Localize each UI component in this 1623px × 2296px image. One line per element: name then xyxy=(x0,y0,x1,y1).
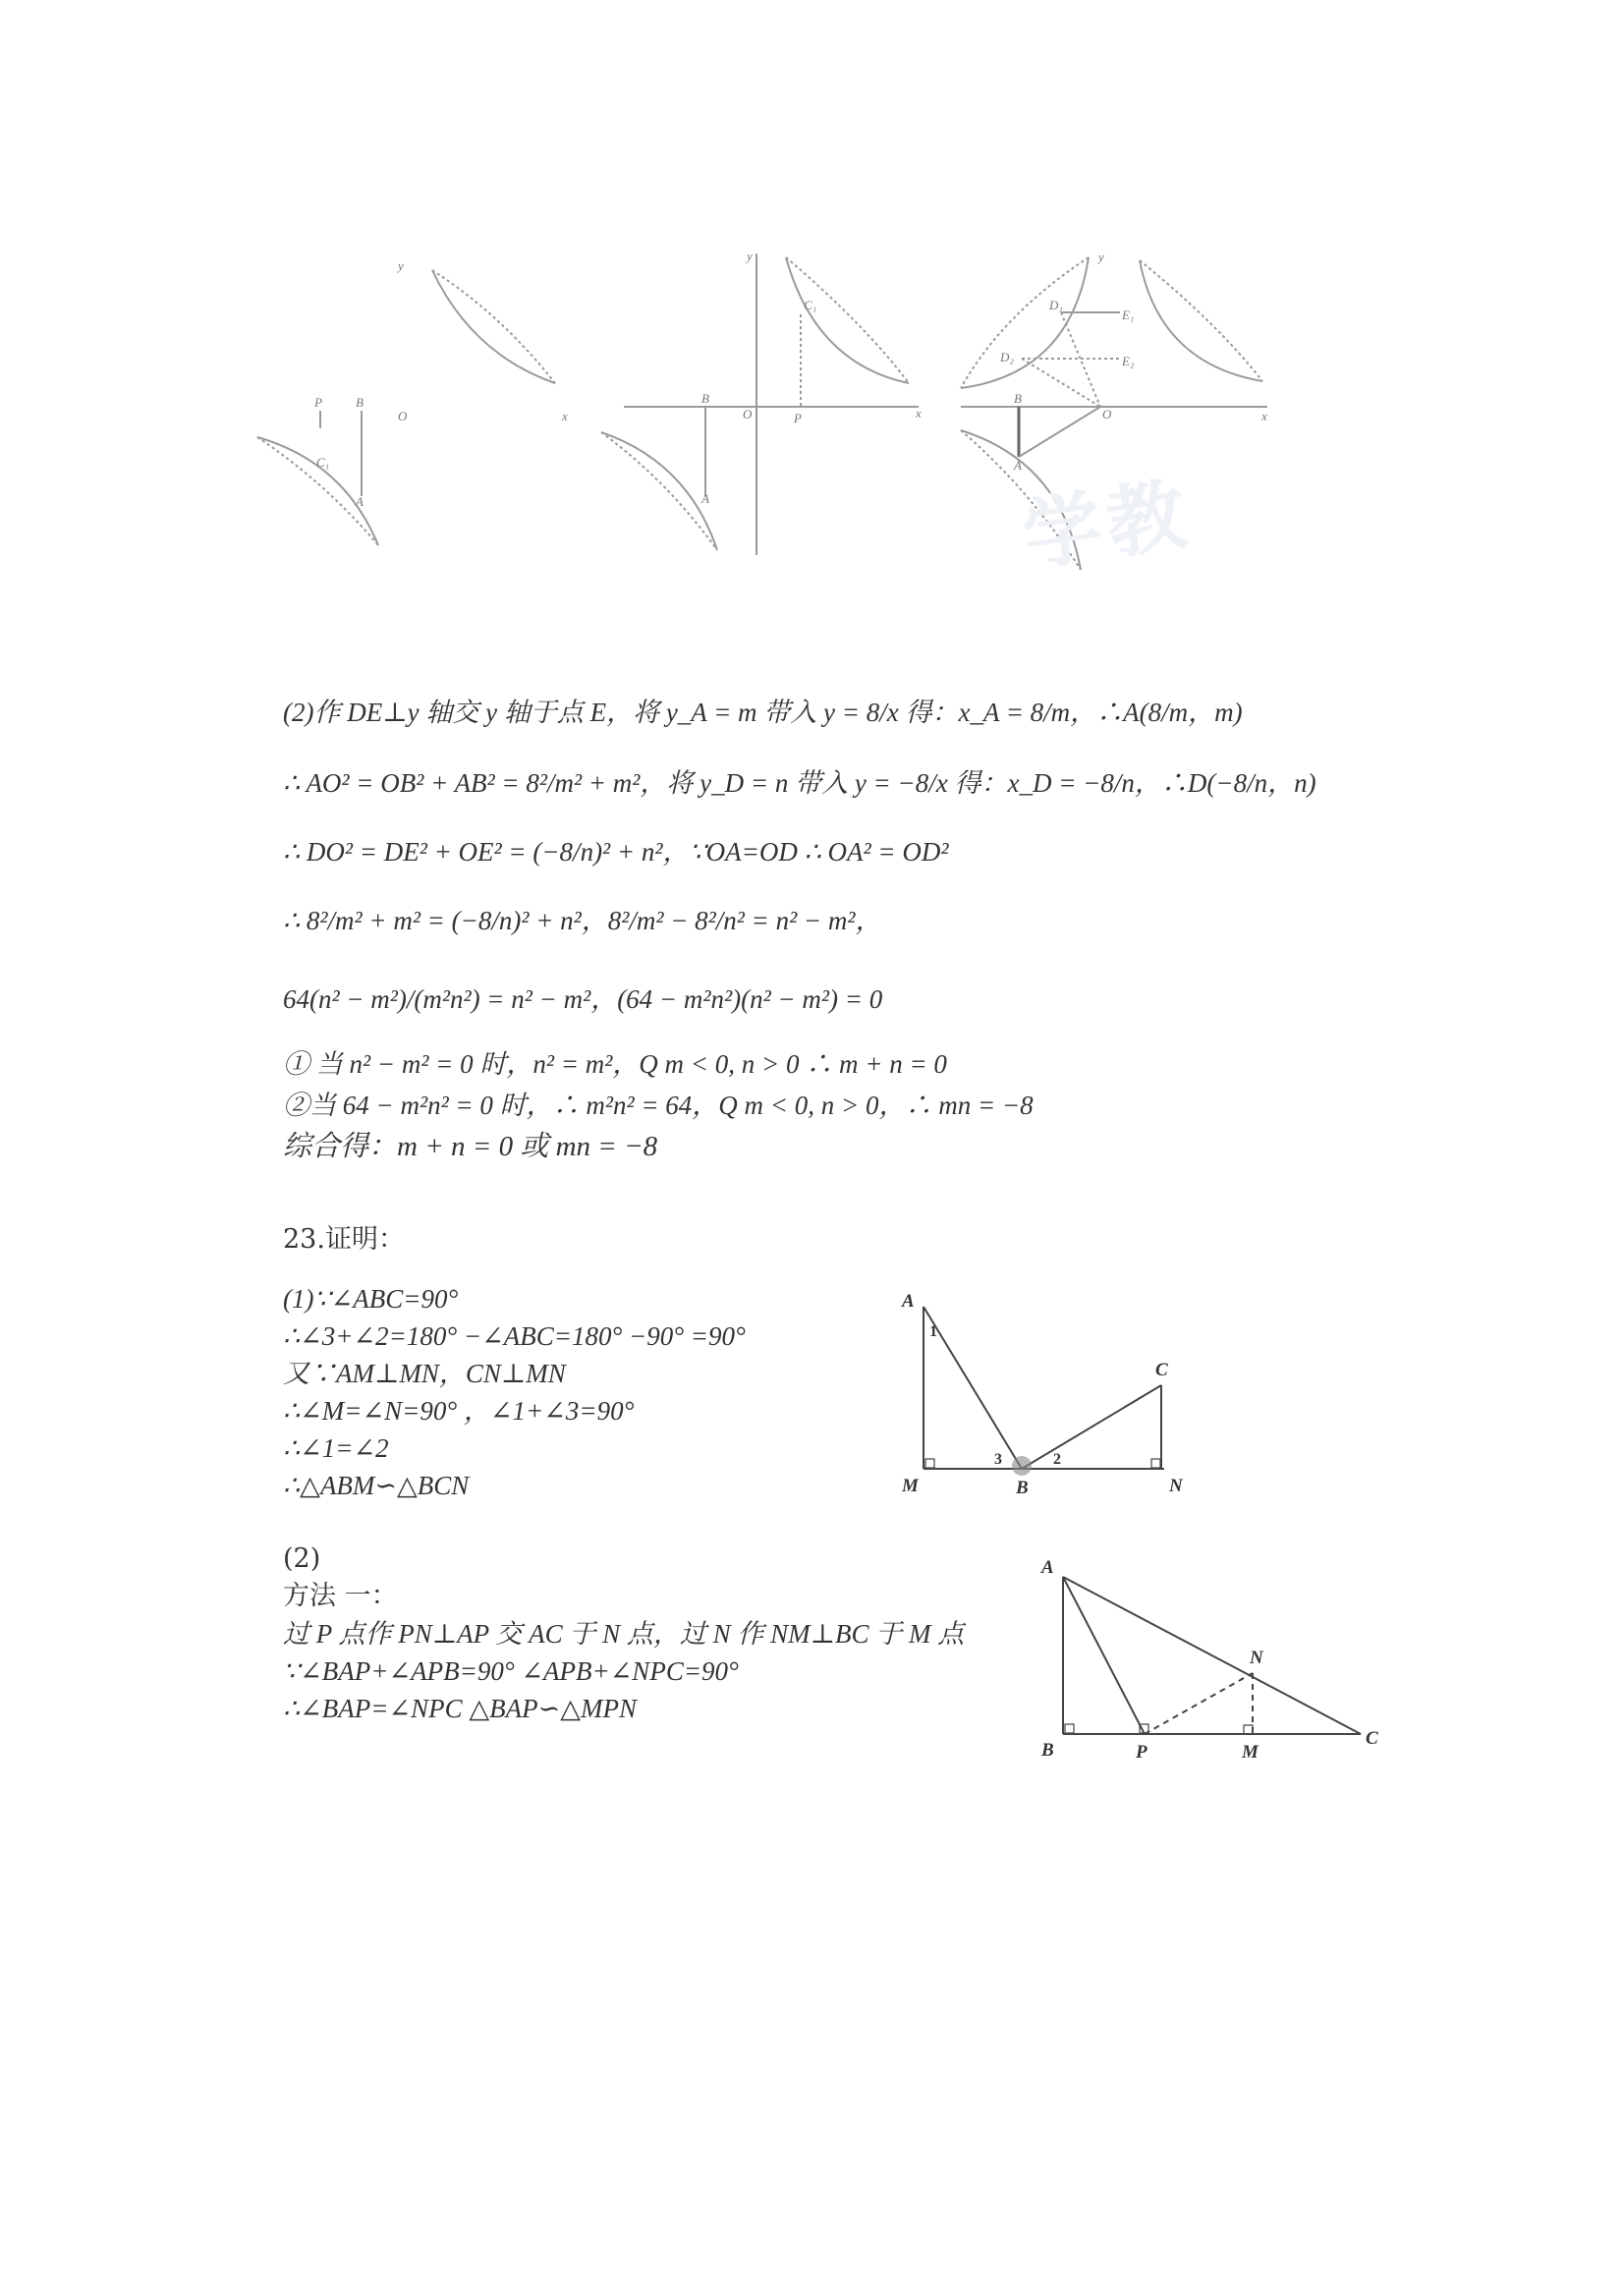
fig2-b-label: B xyxy=(701,391,709,406)
solution-line-5: 64(n² − m²)/(m²n²) = n² − m²，(64 − m²n²)(n² − m²) = 0 xyxy=(283,984,883,1014)
fig2-p-label: P xyxy=(794,411,802,425)
q23-p2-line-3: 过 P 点作 PN⊥AP 交 AC 于 N 点，过 N 作 NM⊥BC 于 M 点 xyxy=(283,1619,965,1649)
fig1-label-c: C xyxy=(1155,1360,1168,1380)
q23-figure-2 xyxy=(1032,1547,1395,1764)
solution-line-7: ②当 64 − m²n² = 0 时，∴ m²n² = 64，Q m < 0, n > 0，∴ mn = −8 xyxy=(283,1091,1034,1120)
fig1-label-angle-2: 2 xyxy=(1053,1451,1061,1468)
fig1-label-angle-1: 1 xyxy=(929,1323,937,1340)
fig1-label-b: B xyxy=(1016,1478,1029,1498)
q23-p2-line-1: (2) xyxy=(283,1543,321,1574)
fig1-label-a: A xyxy=(902,1291,915,1312)
figure-1-hyperbola xyxy=(257,270,555,545)
fig2-label-c: C xyxy=(1366,1728,1378,1749)
fig2-y-label: y xyxy=(747,249,753,263)
fig1-p-label: P xyxy=(314,395,322,410)
fig1-o-label: O xyxy=(398,409,408,423)
q23-p1-line-3: 又∵AM⊥MN，CN⊥MN xyxy=(283,1359,566,1388)
fig3-d1-label: D₁ xyxy=(1049,298,1063,312)
solution-line-1: (2)作 DE⊥y 轴交 y 轴于点 E，将 y_A = m 带入 y = 8/x 得：x_A = 8/m，∴A(8/m，m) xyxy=(283,698,1243,727)
fig3-o-label: O xyxy=(1102,407,1112,421)
fig3-b-label: B xyxy=(1014,391,1022,406)
top-figures xyxy=(0,0,1623,589)
q23-p1-line-2: ∴∠3+∠2=180° −∠ABC=180° −90° =90° xyxy=(283,1321,746,1351)
fig1-y-label: y xyxy=(398,258,404,273)
solution-line-4: ∴ 8²/m² + m² = (−8/n)² + n²，8²/m² − 8²/n² = n² − m²， xyxy=(283,906,882,935)
fig3-y-label: y xyxy=(1098,250,1104,264)
q23-figure-1 xyxy=(884,1277,1199,1508)
figure-2-axes xyxy=(601,253,919,555)
q23-p1-line-4: ∴∠M=∠N=90° ，∠1+∠3=90° xyxy=(283,1396,635,1426)
fig2-c1-label: C₁ xyxy=(804,298,817,312)
fig3-a-label: A xyxy=(1014,458,1022,473)
fig3-d2-label: D₂ xyxy=(1000,350,1014,364)
fig2-label-m: M xyxy=(1242,1742,1259,1763)
q23-heading: 23.证明： xyxy=(283,1224,405,1255)
fig2-label-n: N xyxy=(1250,1648,1263,1668)
fig2-x-label: x xyxy=(916,406,922,420)
q23-p2-line-5: ∴∠BAP=∠NPC △BAP∽△MPN xyxy=(283,1694,638,1723)
fig2-label-a: A xyxy=(1041,1557,1054,1578)
fig3-e2-label: E₂ xyxy=(1122,354,1135,368)
solution-line-3: ∴ DO² = DE² + OE² = (−8/n)² + n²，∵OA=OD ∴ OA² = OD² xyxy=(283,837,949,867)
fig1-x-label: x xyxy=(562,409,568,423)
fig1-label-angle-3: 3 xyxy=(994,1451,1002,1468)
q23-p2-line-2: 方法 一： xyxy=(283,1581,398,1611)
solution-conclusion: 综合得：m + n = 0 或 mn = −8 xyxy=(283,1131,658,1162)
fig1-label-m: M xyxy=(902,1476,919,1496)
q23-p2-line-4: ∵∠BAP+∠APB=90° ∠APB+∠NPC=90° xyxy=(283,1656,739,1686)
q23-p1-line-5: ∴∠1=∠2 xyxy=(283,1433,389,1463)
q23-p1-line-6: ∴△ABM∽△BCN xyxy=(283,1471,470,1500)
fig1-a-label: A xyxy=(356,494,364,509)
fig1-c1-label: C₁ xyxy=(316,455,330,470)
fig2-label-b: B xyxy=(1041,1740,1054,1761)
fig1-b-label: B xyxy=(356,395,364,410)
fig1-label-n: N xyxy=(1169,1476,1183,1496)
fig3-e1-label: E₁ xyxy=(1122,308,1135,322)
fig2-label-p: P xyxy=(1136,1742,1147,1763)
fig2-o-label: O xyxy=(743,407,753,421)
fig2-a-label: A xyxy=(701,491,709,506)
solution-line-6: ① 当 n² − m² = 0 时，n² = m²，Q m < 0, n > 0 ∴ m + n = 0 xyxy=(283,1049,947,1079)
fig3-x-label: x xyxy=(1261,409,1267,423)
q23-p1-line-1: (1)∵∠ABC=90° xyxy=(283,1284,459,1314)
watermark: 学教 xyxy=(1017,468,1198,583)
solution-line-2: ∴ AO² = OB² + AB² = 8²/m² + m²，将 y_D = n 带入 y = −8/x 得：x_D = −8/n，∴D(−8/n，n) xyxy=(283,768,1316,798)
